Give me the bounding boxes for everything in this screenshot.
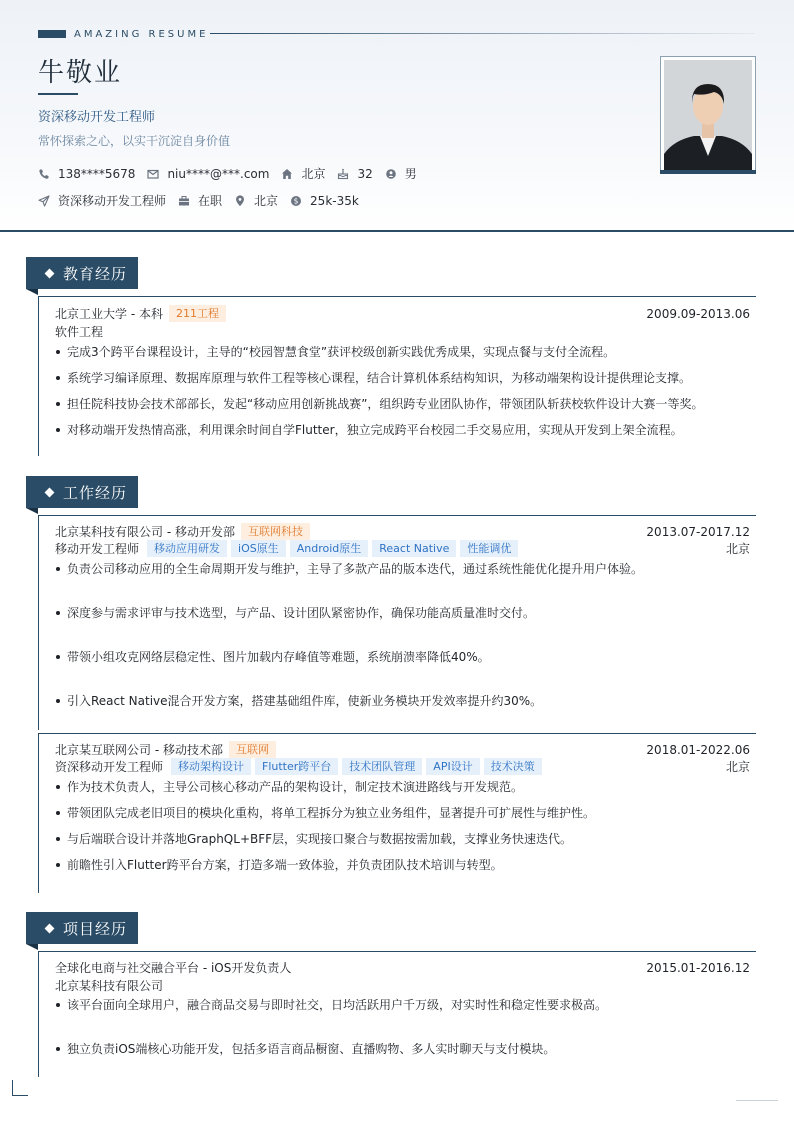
skill-tag: 性能调优 bbox=[460, 540, 518, 557]
work-bullet: 带领小组攻克网络层稳定性、图片加载内存峰值等难题，系统崩溃率降低40%。 bbox=[55, 648, 746, 665]
skill-tag: Flutter跨平台 bbox=[255, 758, 338, 775]
city-info bbox=[281, 165, 325, 182]
work-city: 北京 bbox=[725, 542, 750, 556]
briefcase-icon bbox=[178, 195, 190, 207]
section-ribbon-fold bbox=[26, 289, 38, 295]
work-bullet: 深度参与需求评审与技术选型，与产品、设计团队紧密协作，确保功能高质量准时交付。 bbox=[55, 604, 746, 621]
skill-tag: 移动架构设计 bbox=[171, 758, 251, 775]
page-corner-mark bbox=[12, 1080, 28, 1096]
svg-text:$: $ bbox=[293, 196, 299, 206]
intent-position bbox=[38, 192, 166, 209]
work-bullet: 带领团队完成老旧项目的模块化重构，将单工程拆分为独立业务组件，显著提升可扩展性与维护性。 bbox=[55, 804, 746, 821]
section-title-work bbox=[26, 476, 138, 508]
brand-divider bbox=[210, 33, 755, 34]
work-date: 2018.01-2022.06 bbox=[646, 742, 750, 757]
phone-text: 138****5678 bbox=[58, 166, 136, 181]
project-company: 北京某科技有限公司 bbox=[55, 979, 164, 993]
work-bullet: 负责公司移动应用的全生命周期开发与维护，主导了多款产品的版本迭代，通过系统性能优化提升用户体验。 bbox=[55, 560, 746, 577]
email-info bbox=[147, 167, 269, 181]
email-text: niu****@***.com bbox=[167, 166, 270, 181]
phone-icon bbox=[38, 168, 50, 180]
gender-icon bbox=[385, 168, 397, 180]
work-bullet: 与后端联合设计并落地GraphQL+BFF层，实现接口聚合与数据按需加载，支撑业务快速迭代。 bbox=[55, 830, 746, 847]
project-company-row bbox=[55, 977, 750, 994]
phone-info bbox=[38, 167, 135, 181]
work-company: 北京某科技有限公司 - 移动开发部 bbox=[55, 525, 235, 539]
education-tag: 211工程 bbox=[169, 305, 226, 322]
section-title-project bbox=[26, 912, 138, 944]
education-date: 2009.09-2013.06 bbox=[646, 306, 750, 321]
contact-row bbox=[38, 165, 429, 182]
diamond-icon bbox=[45, 268, 55, 278]
avatar bbox=[664, 60, 752, 170]
candidate-title: 资深移动开发工程师 bbox=[38, 110, 156, 125]
intent-status bbox=[178, 192, 222, 209]
skill-tag: 移动应用研发 bbox=[147, 540, 227, 557]
name-underline bbox=[38, 93, 78, 95]
work-bullet: 作为技术负责人，主导公司核心移动产品的架构设计，制定技术演进路线与开发规范。 bbox=[55, 778, 746, 795]
education-bullet: 对移动端开发热情高涨，利用课余时间自学Flutter，独立完成跨平台校园二手交易应用，实现从开发到上架全流程。 bbox=[55, 421, 746, 438]
skill-tag: React Native bbox=[372, 540, 456, 557]
work-role-row bbox=[55, 758, 750, 775]
section-title-education-text: 教育经历 bbox=[63, 264, 128, 283]
diamond-icon bbox=[45, 923, 55, 933]
work-header bbox=[55, 741, 750, 758]
candidate-name: 牛敬业 bbox=[38, 58, 123, 88]
education-major: 软件工程 bbox=[55, 325, 104, 339]
section-ribbon-fold bbox=[26, 944, 38, 950]
project-bullet: 独立负责iOS端核心功能开发，包括多语言商品橱窗、直播购物、多人实时聊天与支付模块。 bbox=[55, 1040, 746, 1057]
city-text: 北京 bbox=[301, 167, 326, 181]
brand-bar bbox=[38, 30, 66, 38]
work-bullet: 引入React Native混合开发方案，搭建基础组件库，使新业务模块开发效率提升约30%。 bbox=[55, 692, 746, 709]
project-date: 2015.01-2016.12 bbox=[646, 960, 750, 975]
work-role: 移动开发工程师 bbox=[55, 542, 140, 556]
skill-tags bbox=[167, 758, 542, 775]
education-bullet: 担任院科技协会技术部部长，发起“移动应用创新挑战赛”，组织跨专业团队协作，带领团队斩获校软件设计大赛一等奖。 bbox=[55, 395, 746, 412]
brand-text: AMAZING RESUME bbox=[74, 28, 209, 40]
intent-city bbox=[234, 192, 278, 209]
intent-city-text: 北京 bbox=[254, 194, 279, 208]
photo-accent-bar bbox=[660, 170, 756, 174]
education-major-row bbox=[55, 323, 750, 340]
candidate-motto: 常怀探索之心，以实干沉淀自身价值 bbox=[38, 134, 231, 148]
work-bullet: 前瞻性引入Flutter跨平台方案，打造多端一致体验，并负责团队技术培训与转型。 bbox=[55, 856, 746, 873]
skill-tag: 技术决策 bbox=[484, 758, 542, 775]
diamond-icon bbox=[45, 487, 55, 497]
education-bullet: 完成3个跨平台课程设计，主导的“校园智慧食堂”获评校级创新实践优秀成果，实现点餐与支付全流程。 bbox=[55, 343, 746, 360]
work-date: 2013.07-2017.12 bbox=[646, 524, 750, 539]
intent-salary bbox=[290, 194, 359, 208]
skill-tags bbox=[143, 540, 518, 557]
footer-line bbox=[736, 1100, 778, 1101]
project-name: 全球化电商与社交融合平台 - iOS开发负责人 bbox=[55, 961, 292, 975]
home-icon bbox=[281, 168, 293, 180]
skill-tag: API设计 bbox=[426, 758, 479, 775]
send-icon bbox=[38, 195, 50, 207]
work-entry bbox=[38, 733, 756, 893]
skill-tag: 技术团队管理 bbox=[342, 758, 422, 775]
project-entry bbox=[38, 951, 756, 1077]
brand bbox=[38, 27, 208, 41]
work-industry-tag: 互联网 bbox=[229, 741, 276, 758]
intent-position-text: 资深移动开发工程师 bbox=[58, 194, 167, 208]
education-header bbox=[55, 305, 750, 322]
project-header bbox=[55, 959, 750, 976]
project-bullet: 该平台面向全球用户，融合商品交易与即时社交，日均活跃用户千万级，对实时性和稳定性要求极高。 bbox=[55, 996, 746, 1013]
work-role: 资深移动开发工程师 bbox=[55, 760, 164, 774]
section-ribbon-fold bbox=[26, 508, 38, 514]
age-text: 32 bbox=[357, 166, 373, 181]
work-entry bbox=[38, 515, 756, 730]
education-entry bbox=[38, 296, 756, 456]
mail-icon bbox=[147, 168, 159, 180]
section-title-education bbox=[26, 257, 138, 289]
education-bullet: 系统学习编译原理、数据库原理与软件工程等核心课程，结合计算机体系结构知识，为移动端架构设计提供理论支撑。 bbox=[55, 369, 746, 386]
work-header bbox=[55, 523, 750, 540]
gender-info bbox=[385, 165, 417, 182]
job-intent-row bbox=[38, 192, 371, 209]
salary-icon bbox=[290, 195, 302, 207]
section-title-project-text: 项目经历 bbox=[63, 919, 128, 938]
resume-header bbox=[0, 0, 794, 232]
skill-tag: iOS原生 bbox=[231, 540, 286, 557]
age-info bbox=[337, 167, 372, 181]
work-city: 北京 bbox=[725, 760, 750, 774]
intent-status-text: 在职 bbox=[198, 194, 223, 208]
work-company: 北京某互联网公司 - 移动技术部 bbox=[55, 743, 223, 757]
gender-text: 男 bbox=[404, 167, 417, 181]
skill-tag: Android原生 bbox=[290, 540, 369, 557]
location-pin-icon bbox=[234, 195, 246, 207]
cake-icon bbox=[337, 168, 349, 180]
work-industry-tag: 互联网科技 bbox=[241, 523, 310, 540]
education-school: 北京工业大学 - 本科 bbox=[55, 307, 163, 321]
intent-salary-text: 25k-35k bbox=[310, 193, 359, 208]
section-title-work-text: 工作经历 bbox=[63, 483, 128, 502]
work-role-row bbox=[55, 540, 750, 557]
profile-photo bbox=[660, 56, 756, 174]
